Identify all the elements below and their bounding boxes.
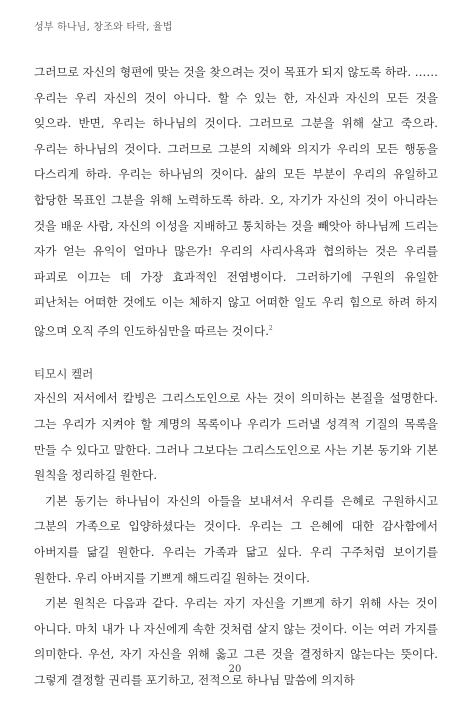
commentary-paragraph-2: 기본 동기는 하나님이 자신의 아들을 보내셔서 우리를 은혜로 구원하시고 그분의 가족으로 입양하셨다는 것이다. 우리는 그 은혜에 대한 감사함에서 아버지를 닮길 원한다. 우리는 가족과 닮고 싶다. 우리 구주처럼 보이기를 원한다. 우리 아버지를 기쁘게 해드리길 원하는 것이다. [34,493,438,585]
commentary-paragraph-3: 기본 원칙은 다음과 같다. 우리는 자기 자신을 기쁘게 하기 위해 사는 것이 아니다. 마치 내가 나 자신에게 속한 것처럼 살지 않는 것이다. 이는 여러 가지를 의미한다. 우선, 자기 자신을 위해 옳고 그른 것을 결정하지 않는다는 뜻이다. 그렇게 결정할 권리를 포기하고, 전적으로 하나님 말씀에 의지하 [34,596,438,687]
body-text [34,60,438,694]
page-number: 20 [228,664,242,675]
quote-paragraph-text: 그러므로 자신의 형편에 맞는 것을 찾으려는 것이 목표가 되지 않도록 하라. …… 우리는 우리 자신의 것이 아니다. 할 수 있는 한, 자신과 자신의 모든 것을 잊으라. 반면, 우리는 하나님의 것이다. 그러므로 그분을 위해 살고 죽으라. 우리는 하나님의 것이다. 그러므로 그분의 지혜와 의지가 우리의 모든 행동을 다스리게 하라. 우리는 하나님의 것이다. 삶의 모든 부분이 우리의 유일하고 합당한 목표인 그분을 위해 노력하도록 하라. 오, 자기가 자신의 것이 아니라는 것을 배운 사람, 자신의 이성을 지배하고 통치하는 것을 빼앗아 하나님께 드리는 자가 얻는 유익이 얼마나 많은가! 우리의 사리사욕과 협의하는 것은 우리를 파괴로 이끄는 데 가장 효과적인 전염병이다. 그러하기에 구원의 유일한 피난처는 어떠한 것에도 이는 체하지 않고 어떠한 일도 우리 힘으로 하려 하지 않으며 오직 주의 인도하심만을 따르는 것이다. [34,65,438,338]
quote-paragraph [34,60,438,344]
running-header-title: 성부 하나님, 창조와 타락, 율법 [34,22,173,33]
section-heading-author: 티모시 켈러 [34,367,94,382]
commentary-paragraph-1: 자신의 저서에서 칼빙은 그리스도인으로 사는 것이 의미하는 본질을 설명한다. 그는 우리가 지켜야 할 계명의 목록이나 우리가 드러낼 성격적 기질의 목록을 만들 수 있다고 말한다. 그러나 그보다는 그리스도인으로 사는 기본 동기와 기본 원칙을 정리하길 원한다. [34,391,438,483]
footnote-marker: 2 [268,324,273,332]
